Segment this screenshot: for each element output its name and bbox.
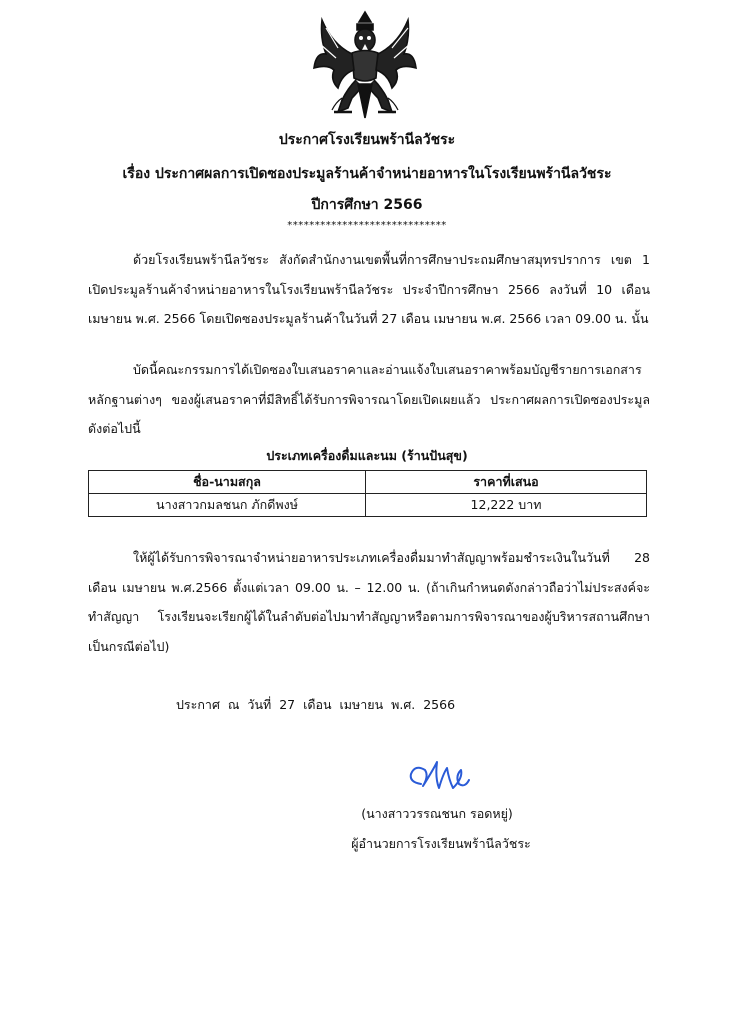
academic-year: ปีการศึกษา 2566 (311, 197, 423, 213)
signer-name: (นางสาววรรณชนก รอดหยู่) (361, 806, 513, 821)
separator-line: ***************************** (287, 220, 447, 231)
bidder-name-cell: นางสาวกมลชนก ภักดีพงษ์ (89, 494, 366, 517)
paragraph-committee: บัดนี้คณะกรรมการได้เปิดซองใบเสนอราคาและอ่านแจ้งใบเสนอราคาพร้อมบัญชีรายการเอกสารหลักฐานต่างๆ ของผู้เสนอราคาที่มีสิทธิ์ได้รับการพิจารณาโดยเปิดเผยแล้ว ประกาศผลการเปิดซองประมูล ดังต่อไปนี้ (88, 362, 650, 436)
document-subject: เรื่อง ประกาศผลการเปิดซองประมูลร้านค้าจำหน่ายอาหารในโรงเรียนพร้านีลวัชระ (122, 166, 612, 182)
column-header-name: ชื่อ-นามสกุล (89, 471, 366, 494)
bid-price-cell: 12,222 บาท (366, 494, 647, 517)
bid-results-table (88, 470, 647, 517)
table-header-row (89, 471, 647, 494)
table-row (89, 494, 647, 517)
signature-mark (403, 758, 473, 798)
garuda-emblem (312, 8, 418, 124)
table-caption: ประเภทเครื่องดื่มและนม (ร้านปันสุข) (266, 448, 468, 463)
paragraph-contract: ให้ผู้ได้รับการพิจารณาจำหน่ายอาหารประเภทเครื่องดื่มมาทำสัญญาพร้อมชำระเงินในวันที่ 28 เดือน เมษายน พ.ศ.2566 ตั้งแต่เวลา 09.00 น. – 12.00 น. (ถ้าเกินกำหนดดังกล่าวถือว่าไม่ประสงค์จะทำสัญญา โรงเรียนจะเรียกผู้ได้ในลำดับต่อไปมาทำสัญญาหรือตามการพิจารณาของผู้บริหารสถานศึกษาเป็นกรณีต่อไป) (88, 550, 650, 654)
signer-position: ผู้อำนวยการโรงเรียนพร้านีลวัชระ (351, 836, 531, 851)
announcement-date: ประกาศ ณ วันที่ 27 เดือน เมษายน พ.ศ. 2566 (176, 697, 456, 712)
column-header-price: ราคาที่เสนอ (366, 471, 647, 494)
document-title: ประกาศโรงเรียนพร้านีลวัชระ (278, 132, 456, 148)
paragraph-intro: ด้วยโรงเรียนพร้านีลวัชระ สังกัดสำนักงานเขตพื้นที่การศึกษาประถมศึกษาสมุทรปราการ เขต 1 เปิดประมูลร้านค้าจำหน่ายอาหารในโรงเรียนพร้านีลวัชระ ประจำปีการศึกษา 2566 ลงวันที่ 10 เดือน เมษายน พ.ศ. 2566 โดยเปิดซองประมูลร้านค้าในวันที่ 27 เดือน เมษายน พ.ศ. 2566 เวลา 09.00 น. นั้น (88, 252, 650, 326)
